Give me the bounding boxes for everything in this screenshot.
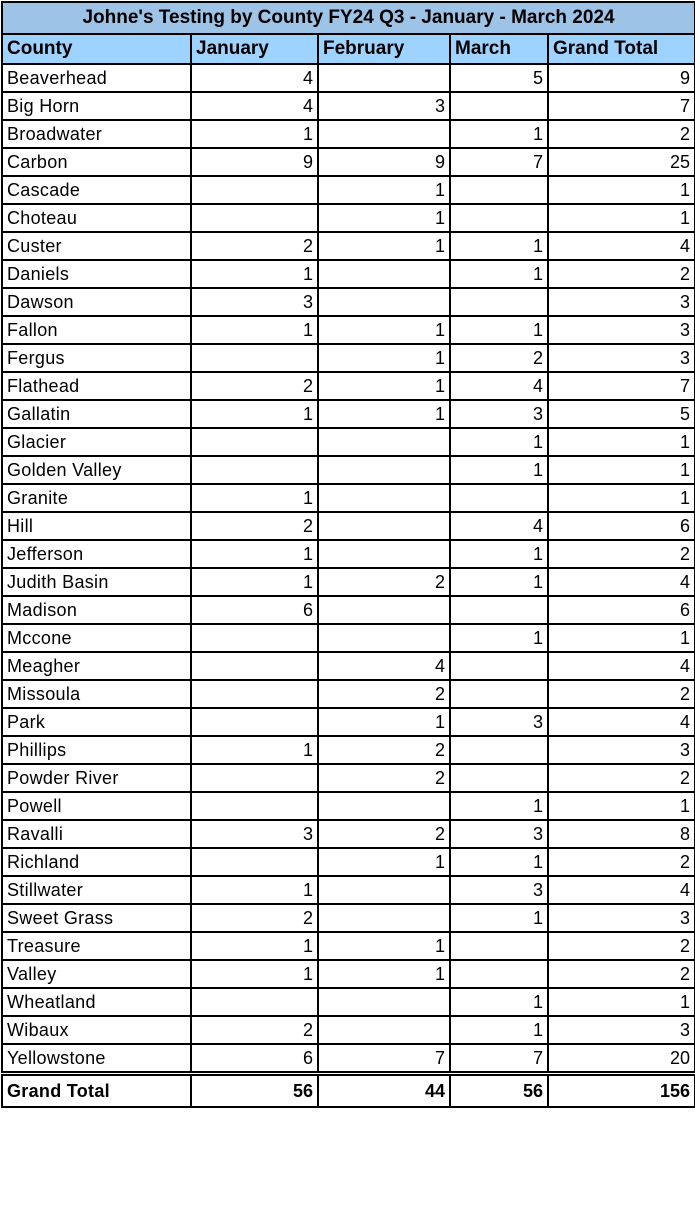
county-cell: Mccone <box>2 624 191 652</box>
value-cell: 5 <box>450 64 548 92</box>
table-row <box>2 64 695 92</box>
value-cell: 1 <box>450 1016 548 1044</box>
value-cell <box>191 428 318 456</box>
grand-total-label: Grand Total <box>2 1074 191 1108</box>
column-header-grand-total: Grand Total <box>548 34 695 64</box>
value-cell: 4 <box>450 372 548 400</box>
value-cell: 1 <box>318 316 450 344</box>
value-cell <box>318 792 450 820</box>
value-cell: 1 <box>318 848 450 876</box>
value-cell: 2 <box>318 568 450 596</box>
county-cell: Golden Valley <box>2 456 191 484</box>
value-cell: 4 <box>450 512 548 540</box>
county-cell: Powder River <box>2 764 191 792</box>
value-cell: 1 <box>191 876 318 904</box>
value-cell <box>450 596 548 624</box>
value-cell: 2 <box>318 764 450 792</box>
value-cell: 3 <box>318 92 450 120</box>
value-cell <box>318 288 450 316</box>
table-row <box>2 344 695 372</box>
value-cell: 2 <box>548 848 695 876</box>
table-row <box>2 288 695 316</box>
value-cell <box>318 120 450 148</box>
value-cell <box>318 64 450 92</box>
value-cell <box>318 484 450 512</box>
value-cell: 6 <box>548 596 695 624</box>
table-row <box>2 92 695 120</box>
table-row <box>2 960 695 988</box>
grand-total-value: 56 <box>191 1074 318 1108</box>
value-cell <box>450 736 548 764</box>
county-cell: Fallon <box>2 316 191 344</box>
table-row <box>2 708 695 736</box>
county-cell: Phillips <box>2 736 191 764</box>
value-cell: 1 <box>318 344 450 372</box>
county-cell: Wibaux <box>2 1016 191 1044</box>
value-cell: 1 <box>548 792 695 820</box>
value-cell: 7 <box>548 92 695 120</box>
value-cell: 1 <box>318 932 450 960</box>
value-cell: 1 <box>548 484 695 512</box>
value-cell: 2 <box>548 960 695 988</box>
value-cell <box>450 960 548 988</box>
value-cell: 1 <box>191 932 318 960</box>
table-row <box>2 988 695 1016</box>
johnes-testing-table <box>1 1 695 1108</box>
value-cell: 4 <box>191 64 318 92</box>
county-cell: Wheatland <box>2 988 191 1016</box>
value-cell: 2 <box>318 736 450 764</box>
table-row <box>2 456 695 484</box>
table-row <box>2 568 695 596</box>
value-cell: 3 <box>548 288 695 316</box>
value-cell: 3 <box>450 876 548 904</box>
value-cell: 1 <box>191 400 318 428</box>
county-cell: Flathead <box>2 372 191 400</box>
county-cell: Powell <box>2 792 191 820</box>
value-cell: 1 <box>450 848 548 876</box>
header-row <box>2 34 695 64</box>
value-cell: 3 <box>548 344 695 372</box>
value-cell: 1 <box>191 960 318 988</box>
value-cell: 2 <box>191 904 318 932</box>
value-cell: 1 <box>450 316 548 344</box>
value-cell <box>318 540 450 568</box>
value-cell: 9 <box>548 64 695 92</box>
table-row <box>2 176 695 204</box>
column-header-march: March <box>450 34 548 64</box>
value-cell: 2 <box>191 1016 318 1044</box>
value-cell <box>191 176 318 204</box>
value-cell: 3 <box>548 736 695 764</box>
value-cell: 1 <box>191 484 318 512</box>
county-cell: Sweet Grass <box>2 904 191 932</box>
value-cell <box>191 848 318 876</box>
table-row <box>2 512 695 540</box>
value-cell <box>191 680 318 708</box>
value-cell: 25 <box>548 148 695 176</box>
county-cell: Hill <box>2 512 191 540</box>
value-cell <box>318 876 450 904</box>
value-cell: 1 <box>318 372 450 400</box>
county-cell: Treasure <box>2 932 191 960</box>
value-cell: 3 <box>450 820 548 848</box>
value-cell: 2 <box>450 344 548 372</box>
value-cell: 2 <box>548 764 695 792</box>
value-cell: 7 <box>450 1044 548 1074</box>
value-cell: 3 <box>191 288 318 316</box>
value-cell: 1 <box>450 988 548 1016</box>
county-cell: Big Horn <box>2 92 191 120</box>
county-cell: Cascade <box>2 176 191 204</box>
value-cell: 9 <box>191 148 318 176</box>
value-cell: 3 <box>450 708 548 736</box>
value-cell: 2 <box>318 820 450 848</box>
value-cell: 2 <box>318 680 450 708</box>
value-cell: 4 <box>548 232 695 260</box>
value-cell: 1 <box>548 988 695 1016</box>
table-row <box>2 484 695 512</box>
value-cell <box>450 932 548 960</box>
value-cell: 6 <box>548 512 695 540</box>
value-cell <box>450 484 548 512</box>
value-cell <box>191 708 318 736</box>
value-cell <box>191 988 318 1016</box>
value-cell: 1 <box>318 708 450 736</box>
table-row <box>2 596 695 624</box>
county-cell: Glacier <box>2 428 191 456</box>
county-cell: Yellowstone <box>2 1044 191 1074</box>
value-cell: 3 <box>548 1016 695 1044</box>
value-cell: 3 <box>548 316 695 344</box>
value-cell: 1 <box>450 428 548 456</box>
value-cell <box>318 904 450 932</box>
county-cell: Beaverhead <box>2 64 191 92</box>
county-cell: Missoula <box>2 680 191 708</box>
table-row <box>2 820 695 848</box>
value-cell: 2 <box>548 680 695 708</box>
value-cell <box>191 792 318 820</box>
value-cell: 1 <box>450 624 548 652</box>
county-cell: Dawson <box>2 288 191 316</box>
value-cell: 1 <box>318 400 450 428</box>
value-cell <box>450 176 548 204</box>
value-cell <box>191 624 318 652</box>
value-cell <box>191 652 318 680</box>
value-cell: 1 <box>548 624 695 652</box>
table-row <box>2 792 695 820</box>
value-cell <box>191 764 318 792</box>
county-cell: Choteau <box>2 204 191 232</box>
value-cell: 1 <box>548 456 695 484</box>
value-cell: 1 <box>548 176 695 204</box>
table-row <box>2 848 695 876</box>
table-row <box>2 400 695 428</box>
value-cell <box>318 596 450 624</box>
value-cell: 2 <box>548 120 695 148</box>
value-cell <box>318 428 450 456</box>
value-cell: 2 <box>191 512 318 540</box>
county-cell: Daniels <box>2 260 191 288</box>
value-cell: 1 <box>191 316 318 344</box>
value-cell: 1 <box>191 736 318 764</box>
table-row <box>2 624 695 652</box>
county-cell: Stillwater <box>2 876 191 904</box>
value-cell: 20 <box>548 1044 695 1074</box>
value-cell: 6 <box>191 1044 318 1074</box>
table-row <box>2 680 695 708</box>
table-row <box>2 316 695 344</box>
value-cell: 4 <box>548 652 695 680</box>
value-cell: 1 <box>318 176 450 204</box>
county-cell: Carbon <box>2 148 191 176</box>
county-cell: Judith Basin <box>2 568 191 596</box>
value-cell: 4 <box>191 92 318 120</box>
value-cell: 3 <box>450 400 548 428</box>
county-cell: Broadwater <box>2 120 191 148</box>
value-cell: 7 <box>548 372 695 400</box>
table-row <box>2 764 695 792</box>
value-cell: 8 <box>548 820 695 848</box>
value-cell: 7 <box>318 1044 450 1074</box>
value-cell: 2 <box>191 232 318 260</box>
value-cell <box>318 456 450 484</box>
county-cell: Gallatin <box>2 400 191 428</box>
column-header-february: February <box>318 34 450 64</box>
county-cell: Richland <box>2 848 191 876</box>
value-cell: 1 <box>450 568 548 596</box>
table-row <box>2 120 695 148</box>
value-cell: 1 <box>548 428 695 456</box>
value-cell: 1 <box>318 232 450 260</box>
value-cell: 4 <box>548 568 695 596</box>
county-cell: Fergus <box>2 344 191 372</box>
table-row <box>2 1016 695 1044</box>
column-header-county: County <box>2 34 191 64</box>
value-cell <box>191 344 318 372</box>
value-cell <box>191 204 318 232</box>
table-row <box>2 540 695 568</box>
value-cell: 4 <box>548 708 695 736</box>
value-cell <box>450 680 548 708</box>
value-cell: 6 <box>191 596 318 624</box>
grand-total-row <box>2 1074 695 1108</box>
value-cell: 1 <box>450 260 548 288</box>
table-row <box>2 932 695 960</box>
value-cell: 2 <box>548 932 695 960</box>
value-cell <box>318 260 450 288</box>
table-row <box>2 428 695 456</box>
value-cell <box>450 204 548 232</box>
county-cell: Granite <box>2 484 191 512</box>
county-cell: Meagher <box>2 652 191 680</box>
column-header-january: January <box>191 34 318 64</box>
county-cell: Ravalli <box>2 820 191 848</box>
value-cell: 1 <box>450 456 548 484</box>
value-cell <box>318 512 450 540</box>
value-cell: 5 <box>548 400 695 428</box>
value-cell <box>450 764 548 792</box>
county-cell: Jefferson <box>2 540 191 568</box>
value-cell: 1 <box>191 568 318 596</box>
value-cell <box>318 1016 450 1044</box>
value-cell: 4 <box>318 652 450 680</box>
table-row <box>2 736 695 764</box>
value-cell: 7 <box>450 148 548 176</box>
value-cell: 3 <box>191 820 318 848</box>
table-row <box>2 204 695 232</box>
value-cell <box>191 456 318 484</box>
value-cell: 1 <box>450 120 548 148</box>
value-cell: 1 <box>450 904 548 932</box>
value-cell: 1 <box>191 260 318 288</box>
table-body <box>2 64 695 1074</box>
county-cell: Valley <box>2 960 191 988</box>
value-cell: 1 <box>450 540 548 568</box>
table-title: Johne's Testing by County FY24 Q3 - January - March 2024 <box>2 2 695 34</box>
value-cell <box>450 652 548 680</box>
county-cell: Custer <box>2 232 191 260</box>
county-cell: Park <box>2 708 191 736</box>
value-cell <box>450 288 548 316</box>
value-cell: 2 <box>548 260 695 288</box>
table-row <box>2 148 695 176</box>
table-row <box>2 876 695 904</box>
table-row <box>2 652 695 680</box>
grand-total-value: 44 <box>318 1074 450 1108</box>
table-row <box>2 372 695 400</box>
value-cell: 2 <box>191 372 318 400</box>
value-cell <box>450 92 548 120</box>
value-cell: 9 <box>318 148 450 176</box>
table-row <box>2 260 695 288</box>
value-cell: 1 <box>191 120 318 148</box>
value-cell: 4 <box>548 876 695 904</box>
value-cell: 1 <box>450 792 548 820</box>
grand-total-value: 156 <box>548 1074 695 1108</box>
value-cell: 1 <box>191 540 318 568</box>
value-cell: 1 <box>318 960 450 988</box>
table-row <box>2 904 695 932</box>
county-cell: Madison <box>2 596 191 624</box>
grand-total-value: 56 <box>450 1074 548 1108</box>
value-cell: 1 <box>450 232 548 260</box>
table-row <box>2 232 695 260</box>
value-cell: 3 <box>548 904 695 932</box>
table-row <box>2 1044 695 1074</box>
value-cell <box>318 624 450 652</box>
value-cell: 2 <box>548 540 695 568</box>
value-cell: 1 <box>548 204 695 232</box>
value-cell <box>318 988 450 1016</box>
value-cell: 1 <box>318 204 450 232</box>
